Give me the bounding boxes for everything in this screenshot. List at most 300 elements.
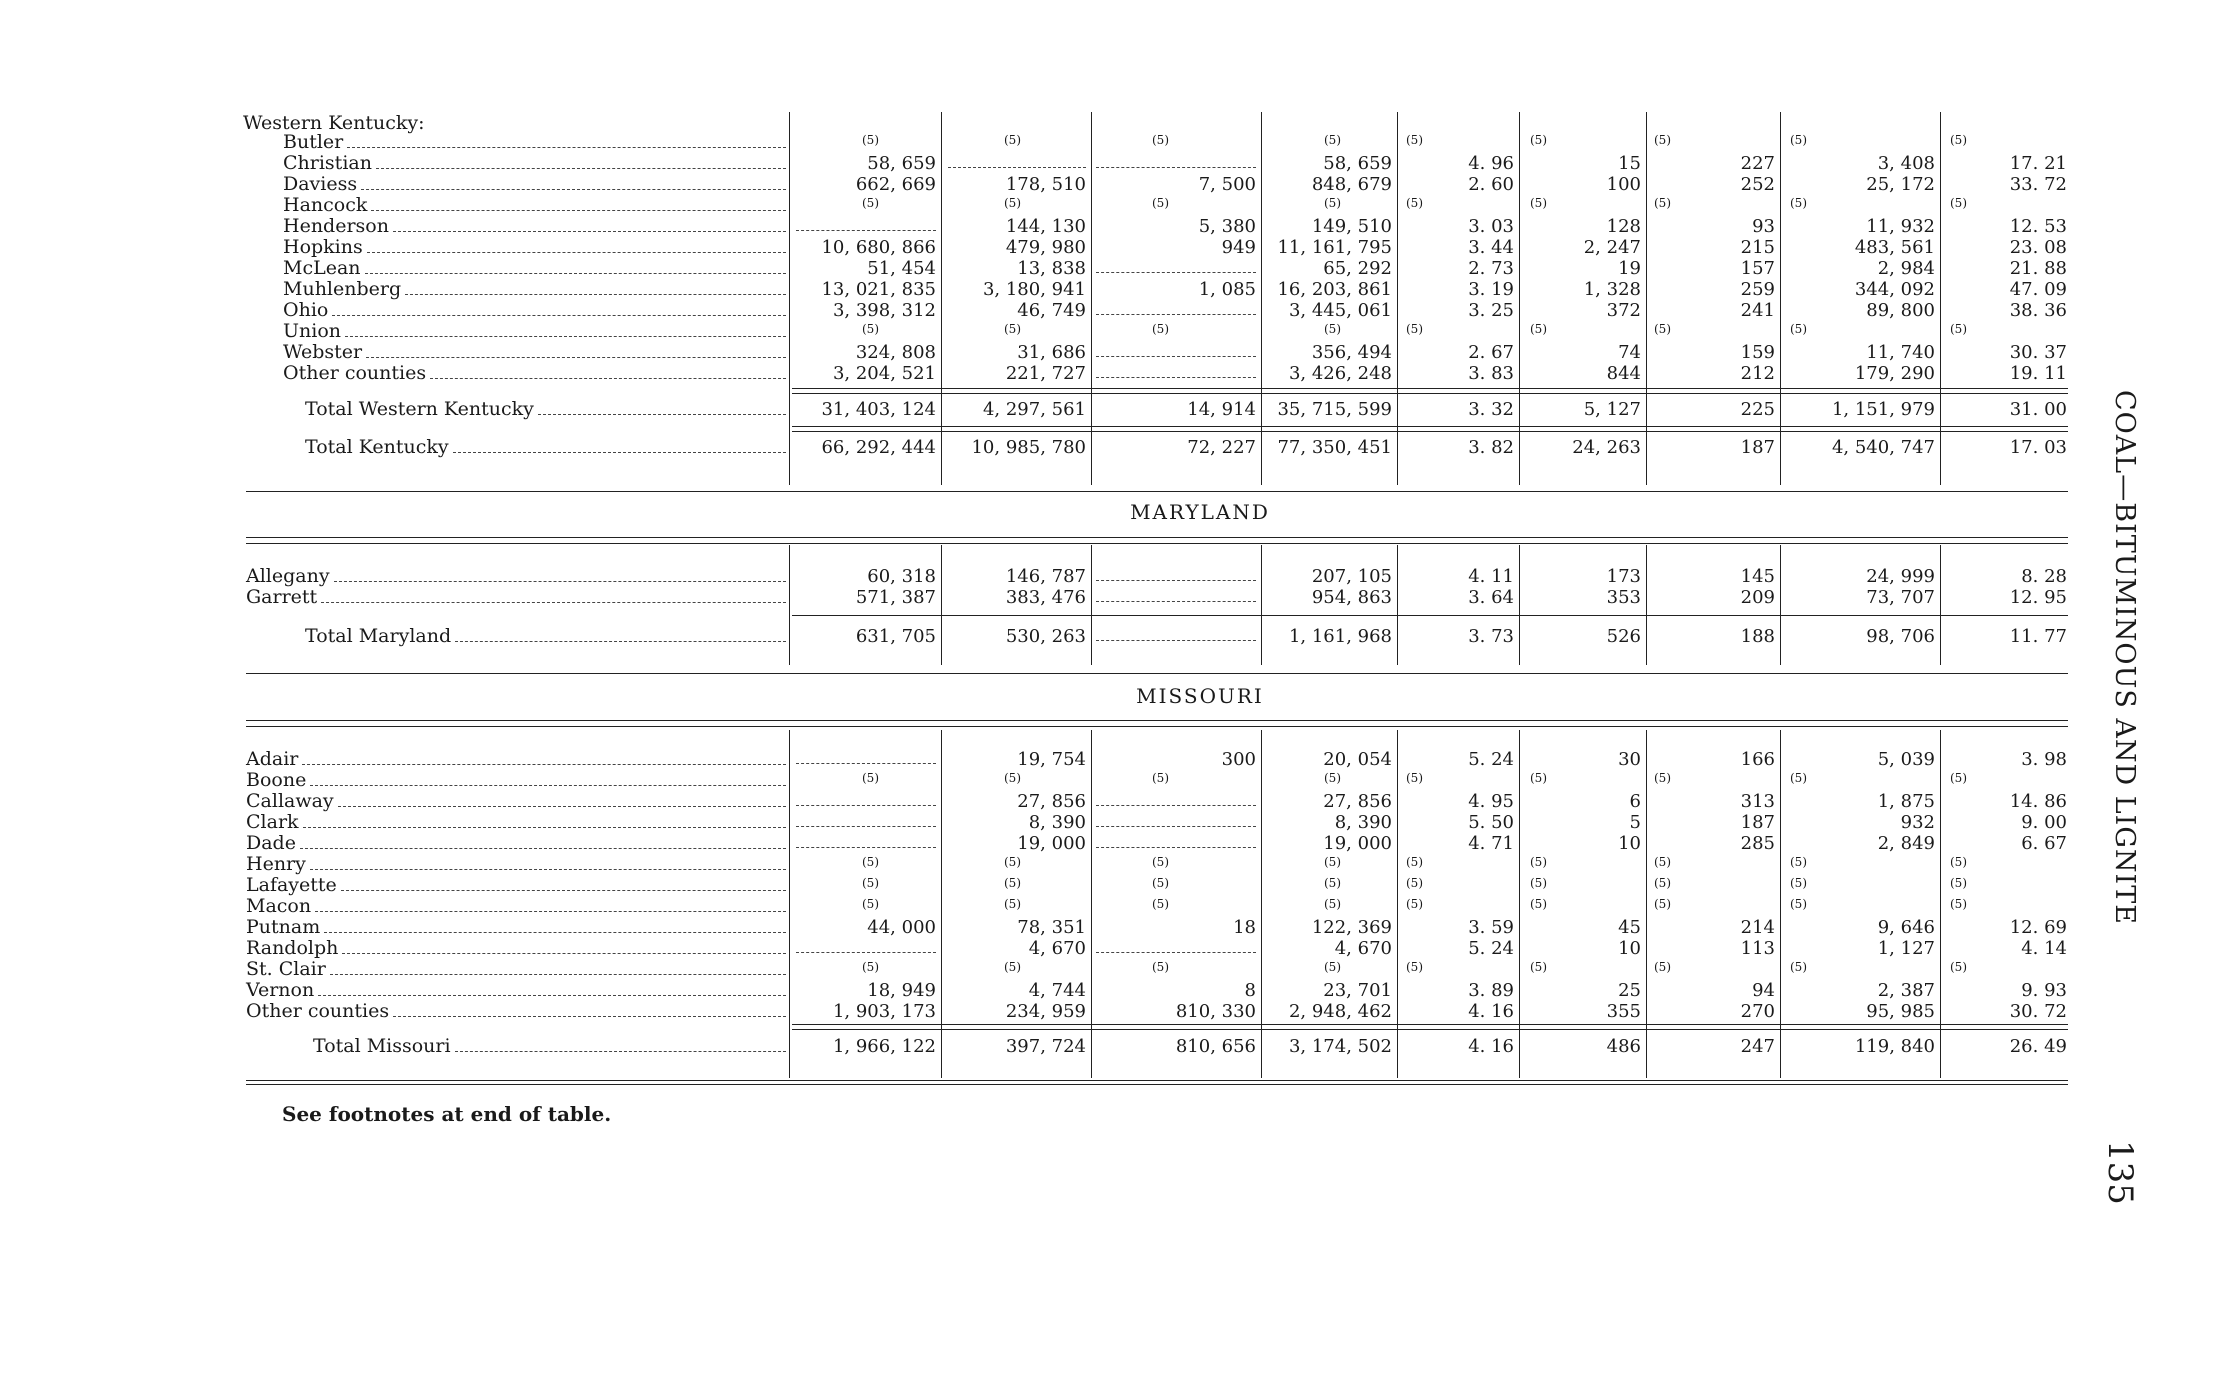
table-cell: 810, 656 [1175,1036,1256,1057]
table-cell: 187 [1740,812,1775,833]
table-cell: 4. 96 [1468,153,1514,174]
table-cell: 4, 670 [1028,938,1086,959]
withheld-footnote-cell: (5) [862,196,879,210]
table-cell: 3. 25 [1468,300,1514,321]
table-cell: 372 [1606,300,1641,321]
table-cell: 2, 849 [1877,833,1935,854]
withheld-footnote-cell: (5) [1324,133,1341,147]
leader-dots [365,273,786,274]
row-label: Butler [283,131,344,153]
leader-dots [310,869,786,870]
withheld-footnote-cell: (5) [1406,322,1423,336]
withheld-footnote-cell: (5) [1004,322,1021,336]
table-cell: 66, 292, 444 [821,437,936,458]
table-cell: 810, 330 [1175,1001,1256,1022]
table-cell: 8, 390 [1028,812,1086,833]
table-cell: 6 [1629,791,1641,812]
row-label: Garrett [246,586,318,608]
empty-cell [796,952,936,953]
withheld-footnote-cell: (5) [862,897,879,911]
withheld-footnote-cell: (5) [1790,322,1807,336]
table-cell: 1, 127 [1877,938,1935,959]
table-cell: 4. 11 [1468,566,1514,587]
table-cell: 173 [1606,566,1641,587]
table-cell: 13, 021, 835 [821,279,936,300]
empty-cell [1096,580,1256,581]
table-cell: 7, 500 [1198,174,1256,195]
table-cell: 146, 787 [1005,566,1086,587]
table-cell: 30. 72 [2009,1001,2067,1022]
table-cell: 14, 914 [1187,399,1256,420]
table-cell: 60, 318 [867,566,936,587]
table-cell: 3. 19 [1468,279,1514,300]
table-cell: 234, 959 [1005,1001,1086,1022]
table-cell: 2. 73 [1468,258,1514,279]
table-cell: 4. 14 [2021,938,2067,959]
withheld-footnote-cell: (5) [1324,196,1341,210]
withheld-footnote-cell: (5) [1004,876,1021,890]
section-header: MARYLAND [1130,500,1270,524]
withheld-footnote-cell: (5) [1004,771,1021,785]
table-cell: 4, 670 [1334,938,1392,959]
withheld-footnote-cell: (5) [1950,960,1967,974]
table-cell: 5. 50 [1468,812,1514,833]
section-header: MISSOURI [1136,684,1264,708]
table-cell: 27, 856 [1323,791,1392,812]
leader-dots [366,357,786,358]
table-cell: 1, 903, 173 [832,1001,936,1022]
table-cell: 31. 00 [2009,399,2067,420]
row-label: Macon [246,895,312,917]
table-cell: 225 [1740,399,1775,420]
table-cell: 8. 28 [2021,566,2067,587]
empty-cell [1096,952,1256,953]
table-cell: 19. 11 [2009,363,2067,384]
row-label: Union [283,320,342,342]
row-label: Webster [283,341,363,363]
withheld-footnote-cell: (5) [1790,960,1807,974]
empty-cell [1096,805,1256,806]
withheld-footnote-cell: (5) [1950,771,1967,785]
withheld-footnote-cell: (5) [1152,855,1169,869]
table-cell: 178, 510 [1005,174,1086,195]
table-cell: 113 [1740,938,1775,959]
withheld-footnote-cell: (5) [862,322,879,336]
withheld-footnote-cell: (5) [862,771,879,785]
leader-dots [538,414,786,415]
table-cell: 19, 000 [1323,833,1392,854]
withheld-footnote-cell: (5) [1654,876,1671,890]
withheld-footnote-cell: (5) [1530,133,1547,147]
table-cell: 72, 227 [1187,437,1256,458]
table-cell: 30 [1618,749,1641,770]
table-cell: 10 [1618,938,1641,959]
row-label: Total Western Kentucky [305,398,534,420]
row-label: Muhlenberg [283,278,402,300]
table-cell: 31, 686 [1017,342,1086,363]
table-cell: 128 [1606,216,1641,237]
empty-cell [1096,314,1256,315]
withheld-footnote-cell: (5) [1530,322,1547,336]
withheld-footnote-cell: (5) [1406,771,1423,785]
empty-cell [1096,356,1256,357]
table-cell: 179, 290 [1854,363,1935,384]
withheld-footnote-cell: (5) [1324,855,1341,869]
leader-dots [310,785,786,786]
table-cell: 344, 092 [1854,279,1935,300]
leader-dots [455,641,786,642]
table-cell: 5, 127 [1583,399,1641,420]
row-label: McLean [283,257,361,279]
table-cell: 94 [1752,980,1775,1001]
withheld-footnote-cell: (5) [1324,876,1341,890]
row-label: Lafayette [246,874,337,896]
running-head: COAL—BITUMINOUS AND LIGNITE [2109,390,2140,925]
table-cell: 241 [1740,300,1775,321]
table-cell: 14. 86 [2009,791,2067,812]
table-cell: 13, 838 [1017,258,1086,279]
table-cell: 3, 398, 312 [832,300,936,321]
table-cell: 5 [1629,812,1641,833]
leader-dots [345,336,786,337]
row-label: Allegany [246,565,330,587]
withheld-footnote-cell: (5) [1950,133,1967,147]
withheld-footnote-cell: (5) [1152,771,1169,785]
withheld-footnote-cell: (5) [1654,133,1671,147]
table-cell: 26. 49 [2009,1036,2067,1057]
row-label: Callaway [246,790,334,812]
table-cell: 844 [1606,363,1641,384]
table-cell: 662, 669 [855,174,936,195]
withheld-footnote-cell: (5) [1152,876,1169,890]
withheld-footnote-cell: (5) [1004,855,1021,869]
table-cell: 221, 727 [1005,363,1086,384]
table-cell: 8 [1244,980,1256,1001]
table-cell: 356, 494 [1311,342,1392,363]
withheld-footnote-cell: (5) [1406,960,1423,974]
table-cell: 3. 89 [1468,980,1514,1001]
table-cell: 486 [1606,1036,1641,1057]
table-cell: 46, 749 [1017,300,1086,321]
table-cell: 2, 984 [1877,258,1935,279]
withheld-footnote-cell: (5) [862,960,879,974]
table-cell: 38. 36 [2009,300,2067,321]
row-label: Hancock [283,194,368,216]
row-label: Total Kentucky [305,436,449,458]
withheld-footnote-cell: (5) [1790,876,1807,890]
leader-dots [376,168,786,169]
withheld-footnote-cell: (5) [1406,133,1423,147]
table-cell: 3. 82 [1468,437,1514,458]
withheld-footnote-cell: (5) [1530,196,1547,210]
table-cell: 10, 985, 780 [971,437,1086,458]
leader-dots [318,995,786,996]
table-cell: 10, 680, 866 [821,237,936,258]
row-label: Total Missouri [313,1035,451,1057]
table-cell: 5. 24 [1468,749,1514,770]
table-cell: 4, 744 [1028,980,1086,1001]
table-cell: 58, 659 [867,153,936,174]
table-cell: 530, 263 [1005,626,1086,647]
row-label: St. Clair [246,958,326,980]
withheld-footnote-cell: (5) [1950,897,1967,911]
table-cell: 571, 387 [855,587,936,608]
table-cell: 247 [1740,1036,1775,1057]
row-label: Clark [246,811,299,833]
table-cell: 215 [1740,237,1775,258]
table-cell: 27, 856 [1017,791,1086,812]
table-cell: 119, 840 [1854,1036,1935,1057]
table-cell: 214 [1740,917,1775,938]
table-cell: 77, 350, 451 [1277,437,1392,458]
row-label: Other counties [246,1000,390,1022]
table-cell: 3, 180, 941 [982,279,1086,300]
table-cell: 89, 800 [1866,300,1935,321]
row-label: Total Maryland [305,625,452,647]
table-cell: 12. 95 [2009,587,2067,608]
withheld-footnote-cell: (5) [862,876,879,890]
group-label: Western Kentucky: [243,112,425,134]
leader-dots [321,602,786,603]
table-cell: 73, 707 [1866,587,1935,608]
table-cell: 11, 932 [1866,216,1935,237]
table-cell: 3, 174, 502 [1288,1036,1392,1057]
row-label: Hopkins [283,236,363,258]
table-cell: 65, 292 [1323,258,1392,279]
table-cell: 19 [1618,258,1641,279]
table-cell: 31, 403, 124 [821,399,936,420]
withheld-footnote-cell: (5) [1152,133,1169,147]
withheld-footnote-cell: (5) [1324,960,1341,974]
empty-cell [948,167,1086,168]
table-cell: 25 [1618,980,1641,1001]
withheld-footnote-cell: (5) [1654,897,1671,911]
empty-cell [796,763,936,764]
table-cell: 1, 966, 122 [832,1036,936,1057]
table-cell: 15 [1618,153,1641,174]
row-label: Christian [283,152,372,174]
table-cell: 1, 085 [1198,279,1256,300]
table-cell: 18, 949 [867,980,936,1001]
leader-dots [393,1016,786,1017]
withheld-footnote-cell: (5) [1654,196,1671,210]
table-cell: 166 [1740,749,1775,770]
leader-dots [302,764,786,765]
table-cell: 74 [1618,342,1641,363]
row-label: Boone [246,769,307,791]
withheld-footnote-cell: (5) [1004,897,1021,911]
empty-cell [796,230,936,231]
withheld-footnote-cell: (5) [1530,771,1547,785]
table-cell: 3, 204, 521 [832,363,936,384]
table-cell: 3. 59 [1468,917,1514,938]
leader-dots [341,890,786,891]
table-cell: 100 [1606,174,1641,195]
table-cell: 3. 98 [2021,749,2067,770]
leader-dots [361,189,786,190]
table-cell: 20, 054 [1323,749,1392,770]
withheld-footnote-cell: (5) [1406,196,1423,210]
table-cell: 44, 000 [867,917,936,938]
table-cell: 149, 510 [1311,216,1392,237]
table-cell: 949 [1221,237,1256,258]
table-cell: 300 [1221,749,1256,770]
table-cell: 5. 24 [1468,938,1514,959]
leader-dots [430,378,786,379]
empty-cell [1096,272,1256,273]
table-cell: 353 [1606,587,1641,608]
withheld-footnote-cell: (5) [1654,771,1671,785]
table-cell: 18 [1233,917,1256,938]
table-cell: 3, 408 [1877,153,1935,174]
table-cell: 270 [1740,1001,1775,1022]
empty-cell [796,826,936,827]
withheld-footnote-cell: (5) [1950,322,1967,336]
withheld-footnote-cell: (5) [1152,322,1169,336]
table-cell: 144, 130 [1005,216,1086,237]
table-cell: 2, 387 [1877,980,1935,1001]
table-cell: 51, 454 [867,258,936,279]
table-cell: 526 [1606,626,1641,647]
table-cell: 3. 73 [1468,626,1514,647]
withheld-footnote-cell: (5) [1152,196,1169,210]
table-cell: 212 [1740,363,1775,384]
empty-cell [796,847,936,848]
table-cell: 285 [1740,833,1775,854]
withheld-footnote-cell: (5) [1004,960,1021,974]
leader-dots [332,315,786,316]
table-cell: 11, 740 [1866,342,1935,363]
table-cell: 19, 754 [1017,749,1086,770]
table-cell: 4. 16 [1468,1036,1514,1057]
leader-dots [324,932,786,933]
table-cell: 3. 44 [1468,237,1514,258]
table-cell: 24, 263 [1572,437,1641,458]
withheld-footnote-cell: (5) [1530,855,1547,869]
leader-dots [303,827,786,828]
withheld-footnote-cell: (5) [1654,322,1671,336]
empty-cell [1096,601,1256,602]
leader-dots [347,147,786,148]
table-cell: 10 [1618,833,1641,854]
table-cell: 4, 297, 561 [982,399,1086,420]
table-cell: 23. 08 [2009,237,2067,258]
table-cell: 188 [1740,626,1775,647]
withheld-footnote-cell: (5) [1530,876,1547,890]
table-cell: 2, 247 [1583,237,1641,258]
table-cell: 932 [1900,812,1935,833]
table-cell: 1, 328 [1583,279,1641,300]
table-cell: 30. 37 [2009,342,2067,363]
table-cell: 207, 105 [1311,566,1392,587]
empty-cell [1096,826,1256,827]
row-label: Dade [246,832,296,854]
table-cell: 93 [1752,216,1775,237]
table-cell: 1, 151, 979 [1831,399,1935,420]
table-cell: 479, 980 [1005,237,1086,258]
withheld-footnote-cell: (5) [862,133,879,147]
table-cell: 1, 875 [1877,791,1935,812]
withheld-footnote-cell: (5) [1004,133,1021,147]
leader-dots [455,1051,786,1052]
withheld-footnote-cell: (5) [1152,960,1169,974]
leader-dots [367,252,786,253]
row-label: Henderson [283,215,389,237]
leader-dots [453,452,786,453]
table-cell: 8, 390 [1334,812,1392,833]
table-cell: 11. 77 [2009,626,2067,647]
table-cell: 227 [1740,153,1775,174]
table-cell: 45 [1618,917,1641,938]
table-cell: 397, 724 [1005,1036,1086,1057]
table-cell: 98, 706 [1866,626,1935,647]
row-label: Adair [246,748,299,770]
table-cell: 1, 161, 968 [1288,626,1392,647]
withheld-footnote-cell: (5) [1406,855,1423,869]
table-cell: 17. 21 [2009,153,2067,174]
table-cell: 11, 161, 795 [1277,237,1392,258]
leader-dots [315,911,786,912]
row-label: Daviess [283,173,358,195]
withheld-footnote-cell: (5) [1324,322,1341,336]
leader-dots [330,974,786,975]
table-cell: 12. 53 [2009,216,2067,237]
table-cell: 12. 69 [2009,917,2067,938]
table-cell: 159 [1740,342,1775,363]
table-cell: 383, 476 [1005,587,1086,608]
table-cell: 483, 561 [1854,237,1935,258]
leader-dots [393,231,786,232]
leader-dots [300,848,786,849]
table-cell: 16, 203, 861 [1277,279,1392,300]
table-cell: 2, 948, 462 [1288,1001,1392,1022]
empty-cell [1096,377,1256,378]
table-cell: 17. 03 [2009,437,2067,458]
page-number: 135 [2100,1140,2140,1205]
table-cell: 21. 88 [2009,258,2067,279]
table-cell: 9. 00 [2021,812,2067,833]
table-cell: 313 [1740,791,1775,812]
table-cell: 157 [1740,258,1775,279]
leader-dots [334,581,786,582]
table-cell: 9, 646 [1877,917,1935,938]
withheld-footnote-cell: (5) [1790,771,1807,785]
withheld-footnote-cell: (5) [1790,897,1807,911]
table-cell: 209 [1740,587,1775,608]
table-cell: 145 [1740,566,1775,587]
withheld-footnote-cell: (5) [1950,855,1967,869]
table-cell: 2. 67 [1468,342,1514,363]
table-cell: 3. 83 [1468,363,1514,384]
row-label: Ohio [283,299,329,321]
withheld-footnote-cell: (5) [1530,960,1547,974]
withheld-footnote-cell: (5) [1324,771,1341,785]
table-cell: 355 [1606,1001,1641,1022]
table-cell: 4. 16 [1468,1001,1514,1022]
withheld-footnote-cell: (5) [1950,876,1967,890]
table-cell: 324, 808 [855,342,936,363]
row-label: Putnam [246,916,321,938]
withheld-footnote-cell: (5) [1790,133,1807,147]
footnote-note: See footnotes at end of table. [282,1102,612,1126]
table-cell: 3. 64 [1468,587,1514,608]
table-cell: 78, 351 [1017,917,1086,938]
leader-dots [371,210,786,211]
table-cell: 848, 679 [1311,174,1392,195]
table-cell: 252 [1740,174,1775,195]
leader-dots [405,294,786,295]
table-cell: 19, 000 [1017,833,1086,854]
